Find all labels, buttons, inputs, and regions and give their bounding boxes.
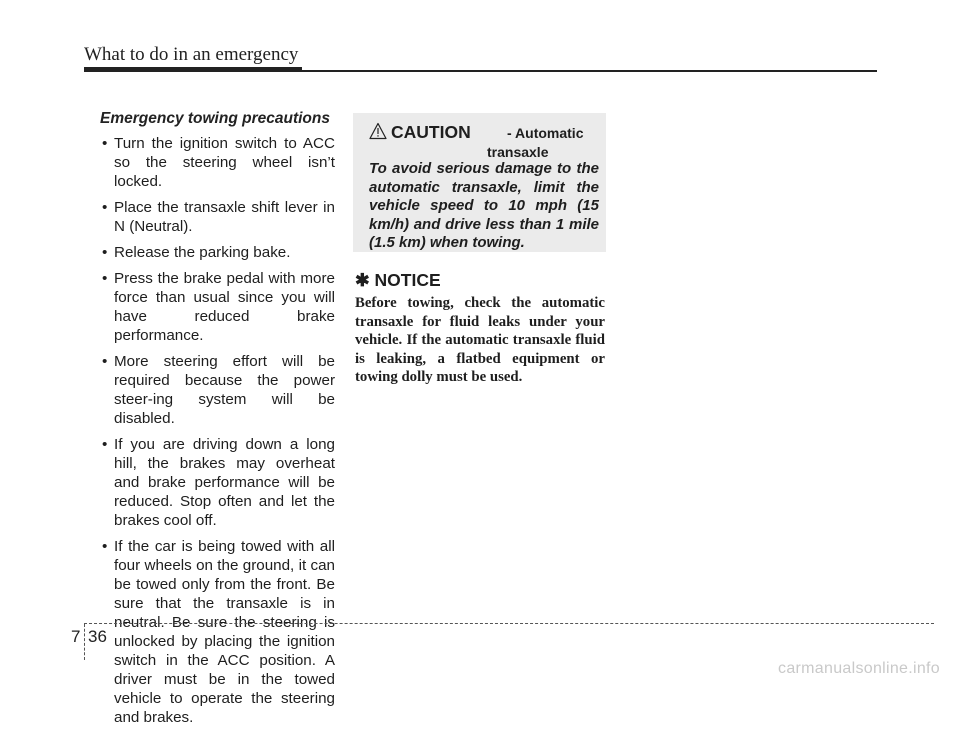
caution-label: CAUTION	[391, 122, 471, 142]
header-rule-thin	[302, 70, 877, 72]
bullet-glyph: •	[102, 199, 108, 216]
notice-text: Before towing, check the automatic transaxle for fluid leaks under your vehicle. If the automatic transaxle fluid is leaking, a flatbed equipment or towing dolly must be used.	[355, 295, 605, 385]
bullet-glyph: •	[102, 270, 108, 287]
precautions-list	[100, 134, 335, 727]
page-title: What to do in an emergency	[84, 44, 299, 65]
list-item: • Turn the ignition switch to ACC so the steering wheel isn’t locked.	[102, 135, 335, 190]
bullet-glyph: •	[102, 353, 108, 370]
bullet-glyph: •	[102, 135, 108, 152]
caution-box	[353, 113, 606, 252]
bullet-glyph: •	[102, 538, 108, 555]
chapter-number: 7	[71, 627, 81, 646]
section-heading: Emergency towing precautions	[100, 110, 330, 127]
list-item: • Release the parking bake.	[102, 244, 291, 261]
list-item: • Press the brake pedal with more force than usual since you will have reduced brake performance.	[102, 270, 335, 344]
list-item: • If the car is being towed with all four wheels on the ground, it can be towed only from the front. Be sure that the transaxle is in neutral. Be sure the steering is unlocked by placing the ignition switch in the ACC position. A driver must be in the towed vehicle to operate the steering and brakes.	[102, 538, 335, 726]
bullet-glyph: •	[102, 436, 108, 453]
footer-divider	[84, 624, 85, 660]
list-item: • Place the transaxle shift lever in N (Neutral).	[102, 199, 335, 235]
header-rule-thick	[84, 67, 302, 72]
page-number: 36	[88, 627, 107, 646]
watermark: carmanualsonline.info	[778, 660, 940, 677]
caution-text: To avoid serious damage to the automatic transaxle, limit the vehicle speed to 10 mph (15 km/h) and drive less than 1 mile (1.5 km) when towing.	[369, 160, 599, 251]
bullet-glyph: •	[102, 244, 108, 261]
towing-precautions-section	[100, 110, 335, 734]
footer-rule	[84, 623, 934, 624]
list-item: • If you are driving down a long hill, the brakes may overheat and brake performance will be reduced. Stop often and let the brakes cool off.	[102, 436, 335, 529]
caution-subtitle-line1: - Automatic	[507, 125, 584, 141]
notice-heading: ✱ NOTICE	[355, 270, 441, 290]
list-item: • More steering effort will be required because the power steer-ing system will be disabled.	[102, 353, 335, 427]
caution-subtitle-line2: transaxle	[487, 144, 549, 160]
warning-triangle-icon	[369, 122, 387, 140]
